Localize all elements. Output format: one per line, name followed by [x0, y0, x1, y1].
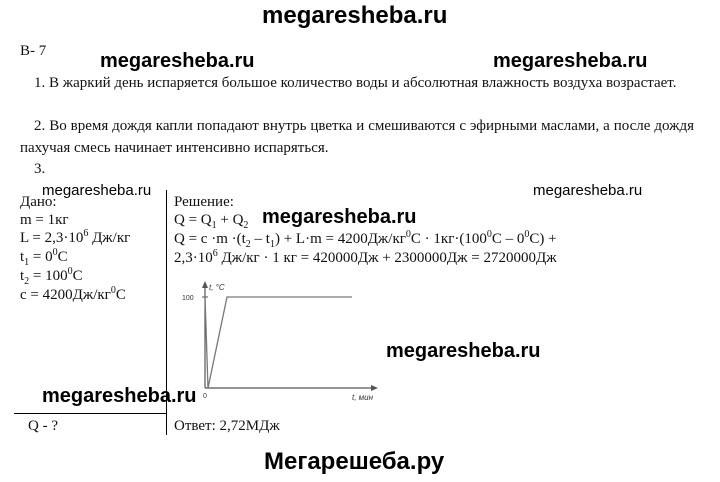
given-mass: m = 1кг: [20, 212, 69, 228]
answer-1-text: В жаркий день испаряется большое количество воды и абсолютная влажность воздуха возрастает.: [49, 75, 677, 91]
watermark-left: megaresheba.ru: [100, 50, 255, 72]
watermark-right: megaresheba.ru: [493, 50, 648, 72]
watermark-top: megaresheba.ru: [262, 2, 448, 29]
given-t1: $t_1 = 0^0C$: [20, 247, 68, 268]
footer-watermark: Мегарешеба.ру: [264, 448, 445, 475]
graph-x-label: t, мин: [352, 393, 374, 402]
temperature-time-graph: [176, 280, 386, 410]
graph-x-arrow: [371, 385, 378, 391]
answer-2: [20, 115, 694, 159]
graph-origin-label: 0: [203, 393, 207, 400]
graph-y-tick-label: 100: [182, 295, 194, 302]
graph-y-label: t, °C: [209, 283, 225, 292]
find-quantity: Q - ?: [28, 418, 58, 434]
watermark-center: megaresheba.ru: [262, 206, 417, 228]
watermark-table-right: megaresheba.ru: [533, 182, 643, 199]
answer-2-text: Во время дождя капли попадают внутрь цветка и смешиваются с эфирными маслами, а после дождя пахучая смесь начинает интенсивно испаряться.: [20, 118, 695, 156]
answer-1-number: 1.: [34, 75, 46, 91]
watermark-middle-right: megaresheba.ru: [386, 340, 541, 362]
given-latent-heat: $L = 2,3\cdot 10^6$ Дж/кг: [20, 228, 131, 246]
watermark-lower-left: megaresheba.ru: [42, 385, 197, 407]
solution-title: Решение:: [174, 194, 234, 210]
table-divider-horizontal: [14, 413, 167, 414]
graph-y-arrow: [202, 281, 208, 288]
given-t2: $t_2 = 100^0C$: [20, 266, 83, 287]
answer-3-number: 3.: [34, 161, 46, 177]
answer-2-number: 2.: [34, 118, 46, 134]
solution-equation-1: $Q = Q_1 + Q_2$: [174, 212, 249, 231]
solution-equation-3: $2,3\cdot 10^6$ Дж/кг · 1 кг = 420000Дж + 2300000Дж = 2720000Дж: [174, 248, 557, 266]
given-title: Дано:: [20, 194, 57, 210]
solution-equation-2: $Q = c \cdot m \cdot(t_2 - t_1) + L\cdot m = 4200Дж/кг^0C \cdot 1кг\cdot(100^0C - 0^0C)$ +: [174, 229, 557, 250]
watermark-table-left: megaresheba.ru: [42, 182, 152, 199]
given-specific-heat: $c = 4200Дж/кг^0C$: [20, 285, 126, 303]
graph-curve: [205, 297, 352, 388]
solution-answer: Ответ: 2,72МДж: [174, 418, 280, 434]
answer-1: [20, 72, 694, 94]
variant-label: В- 7: [20, 43, 47, 59]
